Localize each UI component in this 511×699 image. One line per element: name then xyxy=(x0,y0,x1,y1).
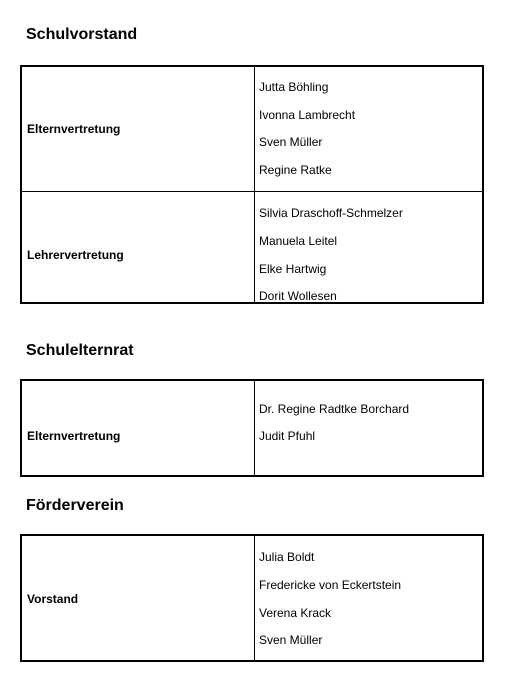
member-name: Dr. Regine Radtke Borchard xyxy=(259,402,410,416)
role-label-elternvertretung: Elternvertretung xyxy=(27,429,121,443)
role-label-lehrervertretung: Lehrervertretung xyxy=(27,248,124,262)
role-label-elternvertretung: Elternvertretung xyxy=(27,122,121,136)
member-name: Manuela Leitel xyxy=(259,234,338,248)
table-schulelternrat xyxy=(20,379,484,477)
row-divider xyxy=(22,191,482,192)
member-name: Judit Pfuhl xyxy=(259,429,316,443)
member-name: Silvia Draschoff-Schmelzer xyxy=(259,206,403,220)
member-name: Julia Boldt xyxy=(259,550,315,564)
member-name: Verena Krack xyxy=(259,606,332,620)
member-name: Dorit Wollesen xyxy=(259,289,337,303)
member-name: Ivonna Lambrecht xyxy=(259,108,356,122)
member-name: Jutta Böhling xyxy=(259,80,329,94)
column-divider xyxy=(254,67,255,302)
member-name: Fredericke von Eckertstein xyxy=(259,578,402,592)
member-name: Elke Hartwig xyxy=(259,262,327,276)
section-title-schulvorstand: Schulvorstand xyxy=(26,26,138,43)
role-label-vorstand: Vorstand xyxy=(27,592,79,606)
table-schulvorstand xyxy=(20,65,484,304)
member-name: Sven Müller xyxy=(259,633,323,647)
member-name: Sven Müller xyxy=(259,135,323,149)
member-name: Regine Ratke xyxy=(259,163,332,177)
table-foerderverein xyxy=(20,534,484,662)
column-divider xyxy=(254,536,255,660)
section-title-schulelternrat: Schulelternrat xyxy=(26,342,134,359)
section-title-foerderverein: Förderverein xyxy=(26,497,124,514)
column-divider xyxy=(254,381,255,475)
